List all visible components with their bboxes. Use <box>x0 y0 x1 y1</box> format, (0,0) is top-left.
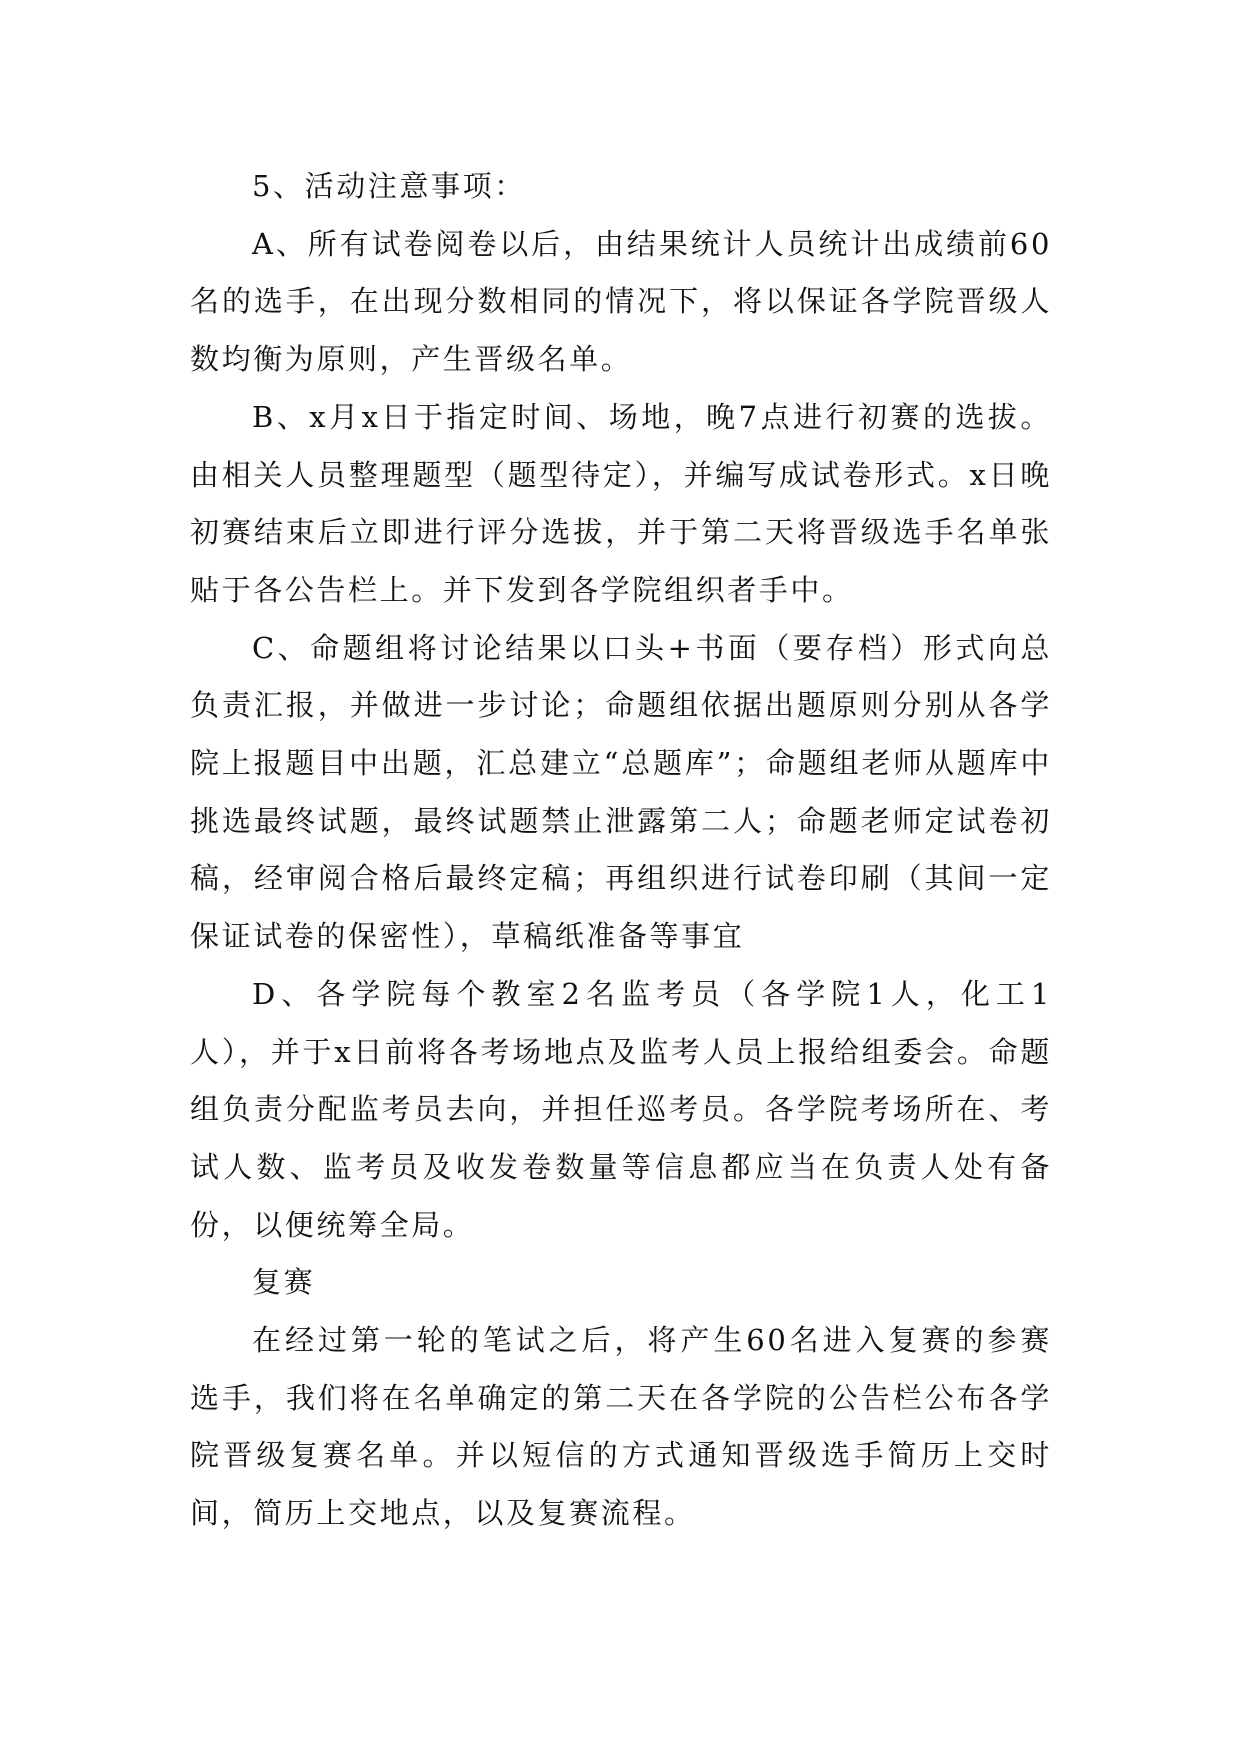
paragraph-notes-heading: 5、活动注意事项： <box>252 169 526 203</box>
paragraph-rematch-body: 在经过第一轮的笔试之后，将产生60名进入复赛的参赛选手，我们将在名单确定的第二天在各学院的公告栏公布各学院晋级复赛名单。并以短信的方式通知晋级选手简历上交时间，简历上交地点，以及复赛流程。 <box>190 1323 1052 1531</box>
paragraph-item-c: C、命题组将讨论结果以口头+书面（要存档）形式向总负责汇报，并做进一步讨论；命题组依据出题原则分别从各学院上报题目中出题，汇总建立“总题库”；命题组老师从题库中挑选最终试题，最终试题禁止泄露第二人；命题老师定试卷初稿，经审阅合格后最终定稿；再组织进行试卷印刷（其间一定保证试卷的保密性），草稿纸准备等事宜 <box>190 630 1052 954</box>
paragraph-item-a: A、所有试卷阅卷以后，由结果统计人员统计出成绩前60名的选手，在出现分数相同的情况下，将以保证各学院晋级人数均衡为原则，产生晋级名单。 <box>190 226 1052 377</box>
document-body <box>190 158 1052 1543</box>
paragraph-item-b: B、x月x日于指定时间、场地，晚7点进行初赛的选拔。由相关人员整理题型（题型待定），并编写成试卷形式。x日晚初赛结束后立即进行评分选拔，并于第二天将晋级选手名单张贴于各公告栏上。并下发到各学院组织者手中。 <box>190 399 1052 607</box>
paragraph-item-d: D、各学院每个教室2名监考员（各学院1人，化工1人），并于x日前将各考场地点及监考人员上报给组委会。命题组负责分配监考员去向，并担任巡考员。各学院考场所在、考试人数、监考员及收发卷数量等信息都应当在负责人处有备份，以便统筹全局。 <box>190 976 1052 1242</box>
paragraph-rematch-heading: 复赛 <box>252 1265 316 1300</box>
